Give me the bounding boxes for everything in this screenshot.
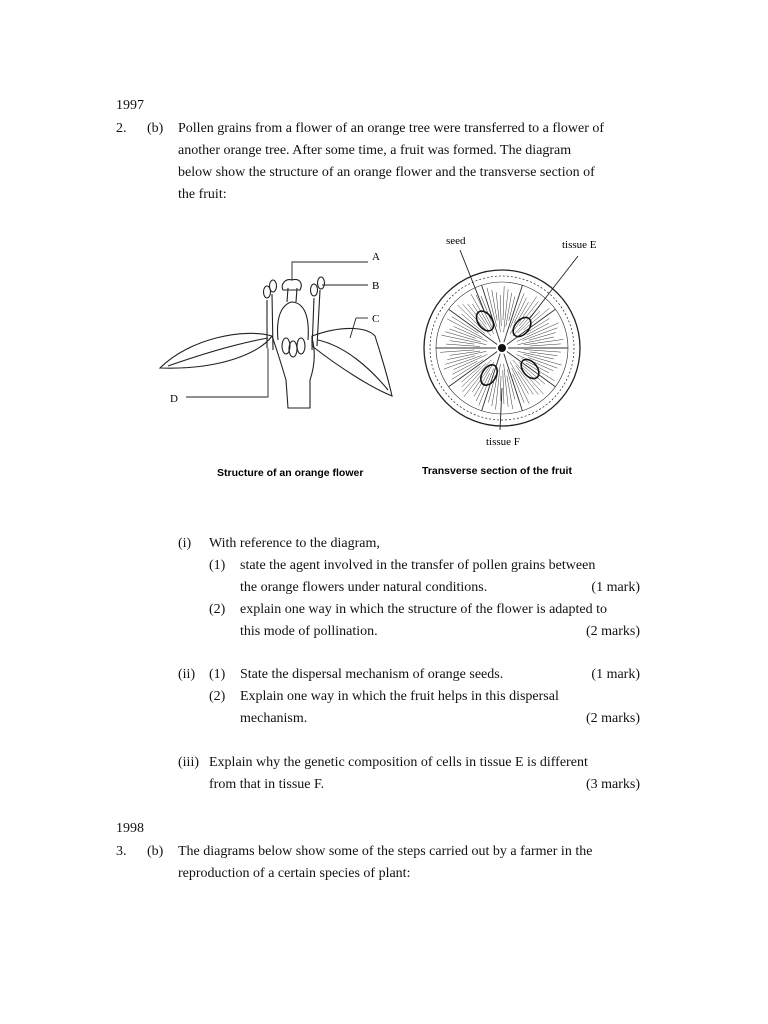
stem-line: The diagrams below show some of the steps carried out by a farmer in the xyxy=(178,844,593,859)
year-heading-1997: 1997 xyxy=(116,98,144,113)
marks-label: (1 mark) xyxy=(591,580,640,595)
subquestion-text: this mode of pollination. xyxy=(240,624,378,639)
subquestion-text: mechanism. xyxy=(240,711,308,726)
subpart-label: (ii) xyxy=(178,667,196,682)
stem-line: the fruit: xyxy=(178,187,227,202)
subquestion-text: State the dispersal mechanism of orange seeds. xyxy=(240,667,504,682)
label-d: D xyxy=(170,393,178,405)
subquestion-text: from that in tissue F. xyxy=(209,777,325,792)
subpart-label: (iii) xyxy=(178,755,199,770)
caption-orange-flower: Structure of an orange flower xyxy=(217,467,364,479)
question-part: (b) xyxy=(147,844,164,859)
subquestion-text: Explain why the genetic composition of cells in tissue E is different xyxy=(209,755,588,770)
label-seed: seed xyxy=(446,235,466,247)
question-number: 2. xyxy=(116,121,127,136)
stem-line: another orange tree. After some time, a fruit was formed. The diagram xyxy=(178,143,572,158)
stem-line: below show the structure of an orange flower and the transverse section of xyxy=(178,165,595,180)
marks-label: (2 marks) xyxy=(585,711,640,726)
subquestion-number: (2) xyxy=(209,602,226,617)
label-c: C xyxy=(372,313,380,325)
subpart-text: With reference to the diagram, xyxy=(209,536,380,551)
subquestion-text: the orange flowers under natural conditions. xyxy=(240,580,488,595)
marks-label: (2 marks) xyxy=(585,624,640,639)
label-a: A xyxy=(372,251,380,263)
orange-flower-and-fruit-diagram xyxy=(150,228,610,490)
subquestion-text: explain one way in which the structure of the flower is adapted to xyxy=(240,602,607,617)
label-b: B xyxy=(372,280,380,292)
question-number: 3. xyxy=(116,844,127,859)
subquestion-text: state the agent involved in the transfer of pollen grains between xyxy=(240,558,596,573)
marks-label: (1 mark) xyxy=(591,667,640,682)
stem-line: reproduction of a certain species of plant: xyxy=(178,866,411,881)
subquestion-number: (1) xyxy=(209,558,226,573)
label-tissue-e: tissue E xyxy=(562,239,597,251)
stem-line: Pollen grains from a flower of an orange tree were transferred to a flower of xyxy=(178,121,605,136)
label-tissue-f: tissue F xyxy=(486,436,520,448)
caption-transverse-section: Transverse section of the fruit xyxy=(422,465,572,477)
subquestion-number: (2) xyxy=(209,689,226,704)
marks-label: (3 marks) xyxy=(585,777,640,792)
question-part: (b) xyxy=(147,121,164,136)
subquestion-text: Explain one way in which the fruit helps in this dispersal xyxy=(240,689,559,704)
year-heading-1998: 1998 xyxy=(116,821,144,836)
subquestion-number: (1) xyxy=(209,667,226,682)
subpart-label: (i) xyxy=(178,536,192,551)
